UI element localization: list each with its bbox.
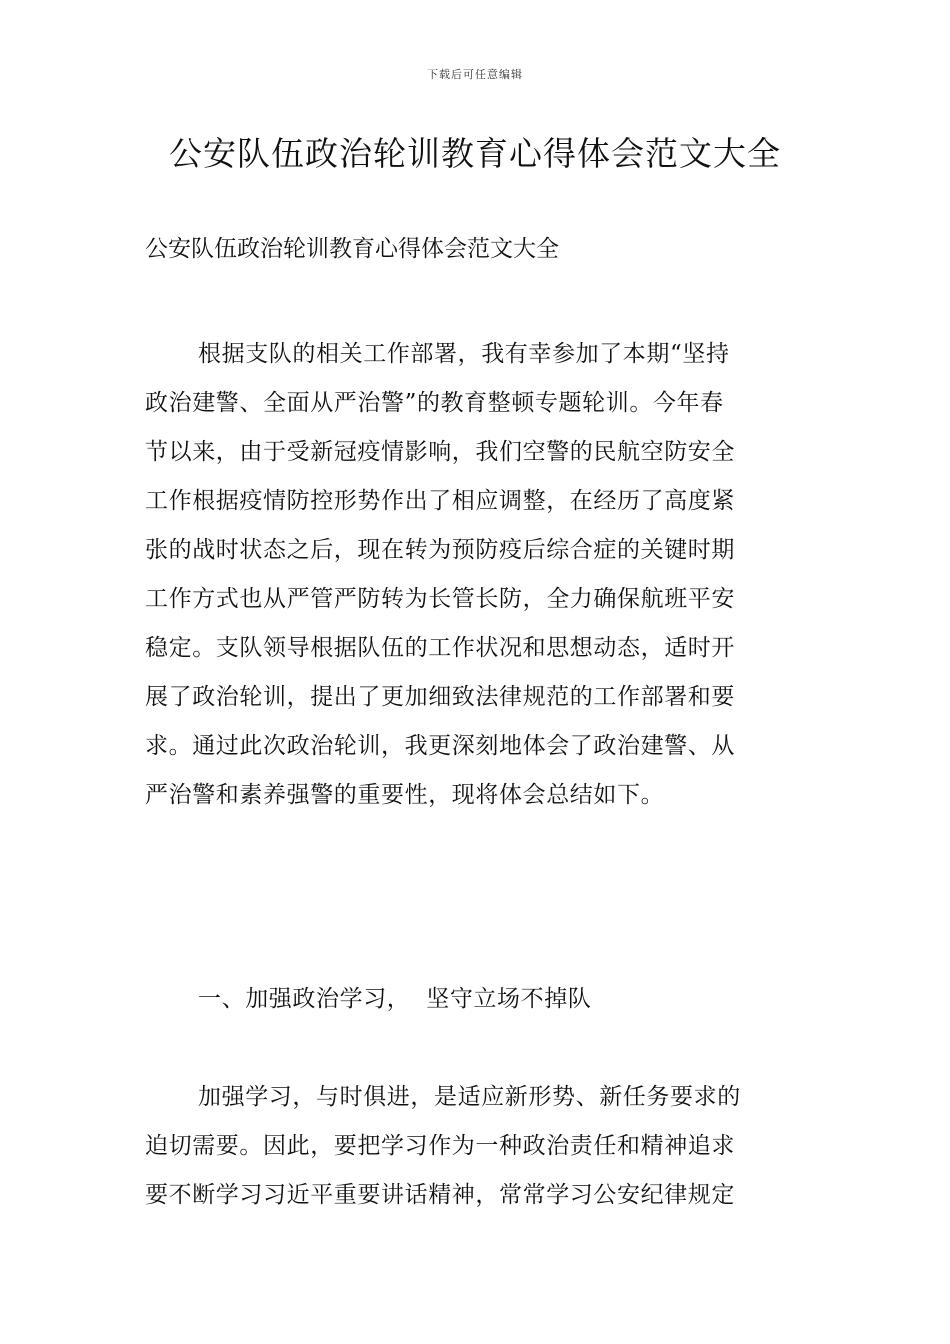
- section-heading: 一、加强政治学习， 坚守立场不掉队: [198, 986, 592, 1012]
- paragraph-line: 要不断学习习近平重要讲话精神，常常学习公安纪律规定: [145, 1182, 735, 1208]
- paragraph-line: 工作根据疫情防控形势作出了相应调整，在经历了高度紧: [145, 488, 735, 514]
- header-note: 下载后可任意编辑: [427, 68, 523, 81]
- paragraph-line: 节以来，由于受新冠疫情影响，我们空警的民航空防安全: [145, 439, 735, 465]
- document-title: 公安队伍政治轮训教育心得体会范文大全: [169, 134, 781, 173]
- document-subtitle: 公安队伍政治轮训教育心得体会范文大全: [145, 236, 559, 262]
- paragraph-line: 政治建警、全面从严治警”的教育整顿专题轮训。今年春: [145, 390, 724, 416]
- paragraph-line: 加强学习，与时俱进，是适应新形势、新任务要求的: [198, 1084, 741, 1110]
- paragraph-line: 迫切需要。因此，要把学习作为一种政治责任和精神追求: [145, 1133, 735, 1159]
- paragraph-line: 根据支队的相关工作部署，我有幸参加了本期“坚持: [198, 341, 730, 367]
- paragraph-line: 求。通过此次政治轮训，我更深刻地体会了政治建警、从: [145, 733, 735, 759]
- paragraph-line: 展了政治轮训，提出了更加细致法律规范的工作部署和要: [145, 684, 735, 710]
- paragraph-line: 工作方式也从严管严防转为长管长防，全力确保航班平安: [145, 586, 735, 612]
- paragraph-line: 张的战时状态之后，现在转为预防疫后综合症的关键时期: [145, 537, 735, 563]
- paragraph-line: 严治警和素养强警的重要性，现将体会总结如下。: [145, 782, 665, 808]
- paragraph-line: 稳定。支队领导根据队伍的工作状况和思想动态，适时开: [145, 635, 735, 661]
